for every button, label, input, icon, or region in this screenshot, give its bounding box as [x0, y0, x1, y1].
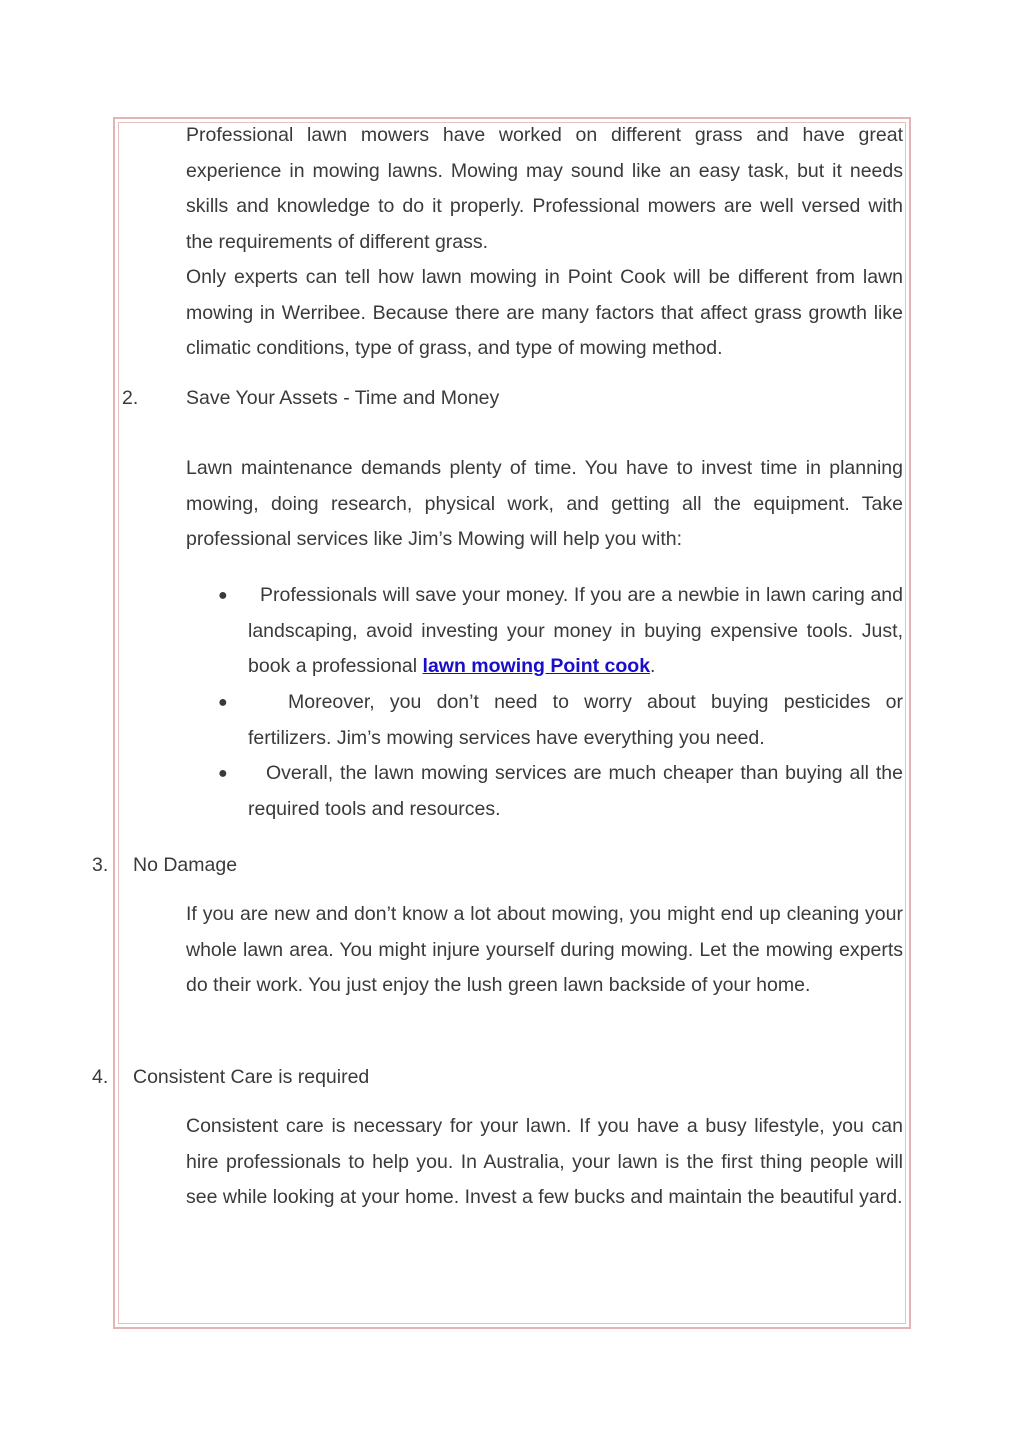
section-4-number: 4. — [92, 1066, 109, 1088]
intro-paragraph-1: Professional lawn mowers have worked on different grass and have great experience in mowing lawns. Mowing may sound like an easy task, but it needs skills and knowledge to do it properly. Professional mowers are well versed with the requirements of different grass. — [186, 124, 903, 253]
section-3-number: 3. — [92, 854, 109, 876]
bullet-dot-1: ● — [218, 587, 228, 604]
section-4-body: Consistent care is necessary for your lawn. If you have a busy lifestyle, you can hire professionals to help you. In Australia, your lawn is the first thing people will see while looking at your home. Invest a few bucks and maintain the beautiful yard. — [186, 1115, 903, 1209]
bullet-item-1 — [248, 578, 903, 685]
section-3-title: No Damage — [133, 854, 238, 876]
section-4-title: Consistent Care is required — [133, 1066, 370, 1088]
section-3-body: If you are new and don’t know a lot about mowing, you might end up cleaning your whole lawn area. You might injure yourself during mowing. Let the mowing experts do their work. You just enjoy the lush green lawn backside of your home. — [186, 903, 903, 997]
bullet-item-3-text: Overall, the lawn mowing services are much cheaper than buying all the required tools and resources. — [248, 762, 903, 820]
bullet-item-2-text: Moreover, you don’t need to worry about buying pesticides or fertilizers. Jim’s mowing services have everything you need. — [248, 691, 903, 749]
intro-paragraph-2: Only experts can tell how lawn mowing in Point Cook will be different from lawn mowing in Werribee. Because there are many factors that affect grass growth like climatic conditions, type of grass, and type of mowing method. — [186, 266, 903, 360]
section-2-body: Lawn maintenance demands plenty of time. You have to invest time in planning mowing, doing research, physical work, and getting all the equipment. Take professional services like Jim’s Mowing will help you with: — [186, 457, 903, 551]
bullet-item-3 — [248, 756, 903, 827]
lawn-mowing-point-cook-link[interactable]: lawn mowing Point cook — [422, 655, 651, 678]
section-2-title: Save Your Assets - Time and Money — [186, 387, 500, 409]
bullet-item-2 — [248, 685, 903, 756]
bullet-item-1-end: . — [650, 655, 656, 678]
bullet-item-1-text: Professionals will save your money. If you are a newbie in lawn caring and landscaping, avoid investing your money in buying expensive tools. Just, book a professional — [248, 584, 903, 678]
section-2-number: 2. — [122, 387, 139, 409]
bullet-dot-3: ● — [218, 765, 228, 782]
bullet-dot-2: ● — [218, 694, 228, 711]
